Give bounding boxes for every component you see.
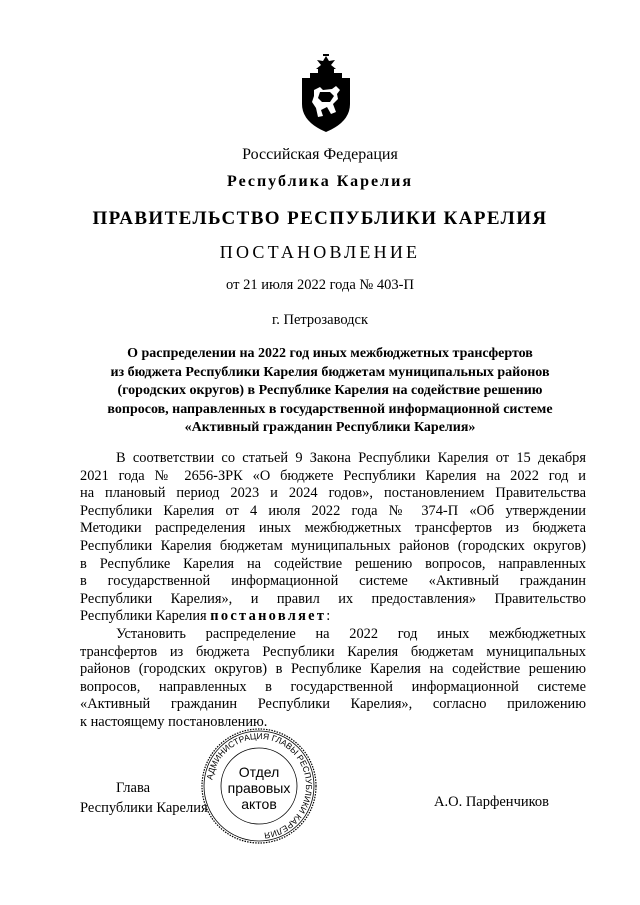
republic-label: Республика Карелия — [227, 173, 413, 190]
body-line: трансфертов из бюджета Республики Карелия бюджетам муниципальных — [80, 643, 586, 660]
body-line: в государственной информационной системе «Активный гражданин — [80, 573, 586, 590]
federation-label: Российская Федерация — [242, 146, 398, 163]
official-stamp — [200, 727, 318, 845]
stamp-line: правовых — [227, 780, 291, 796]
body-line: Республики Карелия», и правил их предоставления» Правительство — [80, 590, 586, 607]
title-line: вопросов, направленных в государственной информационной системе — [107, 401, 553, 417]
coat-of-arms-emblem — [296, 52, 356, 134]
colon: : — [326, 608, 331, 625]
position-line: Глава — [116, 780, 151, 796]
signatory-position — [80, 778, 208, 818]
body-line: В соответствии со статьей 9 Закона Республики Карелия от 15 декабря — [116, 450, 586, 466]
document-type: ПОСТАНОВЛЕНИЕ — [219, 242, 421, 262]
body-line: «Активный гражданин Республики Карелия», согласно приложению — [80, 696, 586, 713]
date-and-number: от 21 июля 2022 года № 403-П — [226, 277, 414, 293]
body-line: 2021 года № 2656-ЗРК «О бюджете Республики Карелия на 2022 год и — [80, 467, 586, 484]
stamp-ring-text: АДМИНИСТРАЦИЯ ГЛАВЫ РЕСПУБЛИКИ КАРЕЛИЯ — [204, 730, 315, 841]
title-line: (городских округов) в Республике Карелия на содействие решению — [117, 383, 543, 399]
body-line: к настоящему постановлению. — [80, 713, 268, 730]
body-line — [80, 608, 586, 626]
document-body — [80, 450, 586, 732]
city-label: г. Петрозаводск — [271, 312, 369, 328]
title-line: «Активный гражданин Республики Карелия» — [184, 420, 476, 436]
title-line: О распределении на 2022 год иных межбюджетных трансфертов — [127, 346, 533, 361]
signatory-name: А.О. Парфенчиков — [434, 794, 550, 810]
decree-verb: постановляет — [210, 608, 327, 625]
body-line: на плановый период 2023 и 2024 годов», постановлением Правительства — [80, 485, 586, 502]
position-line: Республики Карелия — [80, 800, 208, 816]
title-line: из бюджета Республики Карелия бюджетам муниципальных районов — [110, 364, 550, 380]
government-heading: ПРАВИТЕЛЬСТВО РЕСПУБЛИКИ КАРЕЛИЯ — [92, 208, 548, 229]
body-line: вопросов, направленных в государственной информационной системе — [80, 678, 586, 695]
body-line: Методики распределения иных межбюджетных трансфертов из бюджета — [80, 520, 586, 537]
body-text: Республики Карелия — [80, 608, 207, 625]
stamp-line: актов — [241, 796, 277, 812]
body-line: Установить распределение на 2022 год иных межбюджетных — [116, 625, 586, 642]
stamp-line: Отдел — [238, 764, 280, 780]
document-title — [60, 345, 600, 438]
body-line: Республики Карелия от 4 июля 2022 года № 374-П «Об утверждении — [80, 502, 586, 519]
body-line: в Республике Карелия на содействие решению вопросов, направленных — [80, 555, 586, 572]
body-line: районов (городских округов) в Республике Карелия на содействие решению — [80, 661, 586, 678]
body-line: Республики Карелия бюджетам муниципальных районов (городских округов) — [80, 537, 586, 554]
